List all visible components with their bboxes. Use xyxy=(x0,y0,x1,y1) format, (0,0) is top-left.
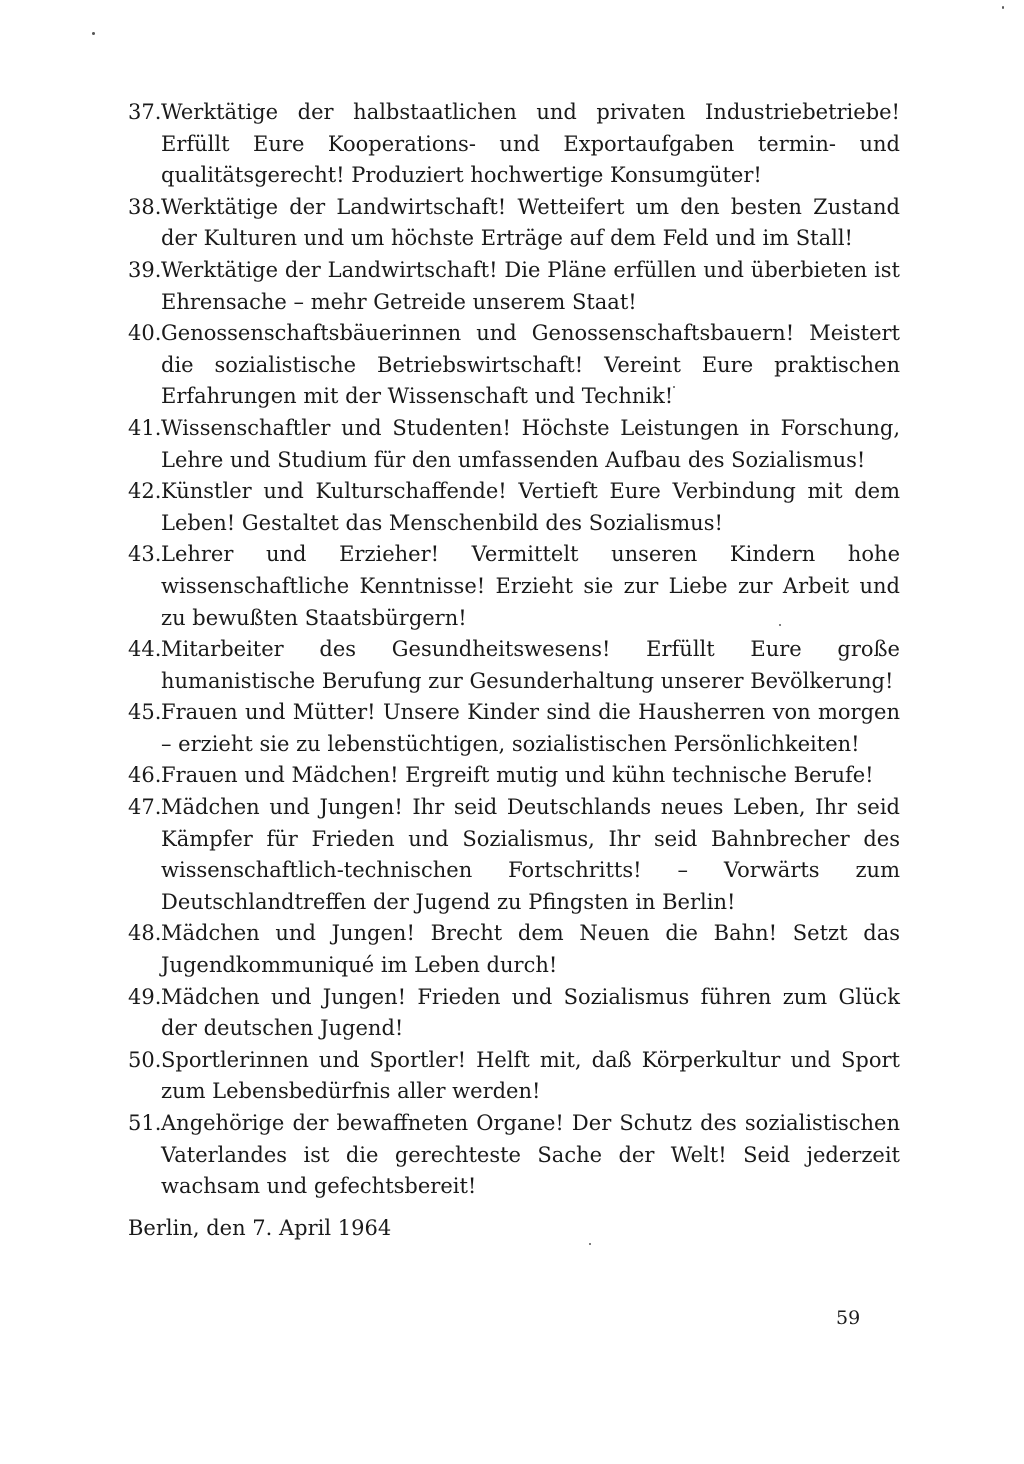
item-number: 50. xyxy=(128,1047,162,1072)
item-number: 39. xyxy=(128,257,162,282)
list-item xyxy=(128,1045,900,1108)
item-number: 47. xyxy=(128,795,162,820)
item-text: Mitarbeiter des Gesundheitswesens! Erfüllt Eure große humanistische Berufung zur Gesunderhaltung unserer Bevölkerung! xyxy=(161,637,900,693)
list-item xyxy=(128,697,900,760)
item-number: 51. xyxy=(128,1111,162,1135)
list-item xyxy=(128,792,900,918)
list-item xyxy=(128,192,900,255)
item-text: Sportlerinnen und Sportler! Helft mit, daß Körperkultur und Sport zum Lebensbedürfnis aller werden! xyxy=(161,1047,900,1104)
scan-speck xyxy=(1002,6,1004,9)
item-number: 46. xyxy=(128,763,162,788)
list-item xyxy=(128,918,900,981)
item-text: Werktätige der Landwirtschaft! Wetteifert um den besten Zustand der Kulturen und um höchste Erträge auf dem Feld und im Stall! xyxy=(161,194,900,251)
item-text: Frauen und Mädchen! Ergreift mutig und kühn technische Berufe! xyxy=(161,763,874,788)
list-item xyxy=(128,539,900,634)
item-text: Lehrer und Erzieher! Vermittelt unseren Kindern hohe wissenschaftliche Kenntnisse! Erzieht sie zur Liebe zur Arbeit und zu bewußten Staatsbürgern! xyxy=(161,542,900,630)
item-text: Werktätige der halbstaatlichen und privaten Industriebetriebe! Erfüllt Eure Kooperations- und Exportaufgaben termin- und qualitätsgerecht! Produziert hochwertige Konsumgüter! xyxy=(161,100,900,188)
item-text: Mädchen und Jungen! Frieden und Sozialismus führen zum Glück der deutschen Jugend! xyxy=(161,984,900,1041)
item-text: Angehörige der bewaffneten Organe! Der Schutz des sozialistischen Vaterlandes ist die gerechteste Sache der Welt! Seid jederzeit wachsam und gefechtsbereit! xyxy=(161,1111,900,1199)
list-item xyxy=(128,982,900,1045)
item-text: Wissenschaftler und Studenten! Höchste Leistungen in Forschung, Lehre und Studium für den umfassenden Aufbau des Sozialismus! xyxy=(161,415,900,472)
list-item xyxy=(128,318,900,413)
scan-speck xyxy=(92,32,95,35)
item-number: 37. xyxy=(128,100,162,124)
item-text: Mädchen und Jungen! Ihr seid Deutschlands neues Leben, Ihr seid Kämpfer für Frieden und Sozialismus, Ihr seid Bahnbrecher des wissenschaftlich-technischen Fortschritts! – Vorwärts zum Deutschlandtreffen der Jugend zu Pfingsten in Berlin! xyxy=(161,795,900,914)
item-text: Frauen und Mütter! Unsere Kinder sind die Hausherren von morgen – erzieht sie zu lebenstüchtigen, sozialistischen Persönlichkeiten! xyxy=(161,700,900,756)
list-item xyxy=(128,255,900,318)
item-number: 48. xyxy=(128,921,162,946)
list-item xyxy=(128,1108,900,1203)
list-item xyxy=(128,413,900,476)
page-number: 59 xyxy=(836,1307,861,1329)
item-number: 43. xyxy=(128,542,162,567)
item-text: Genossenschaftsbäuerinnen und Genossenschaftsbauern! Meistert die sozialistische Betriebswirtschaft! Vereint Eure praktischen Erfahrungen mit der Wissenschaft und Technik! xyxy=(161,321,900,409)
list-item xyxy=(128,760,900,792)
scan-speck xyxy=(589,1243,591,1245)
slogan-list xyxy=(128,97,900,1203)
list-item xyxy=(128,476,900,539)
item-text: Künstler und Kulturschaffende! Vertieft Eure Verbindung mit dem Leben! Gestaltet das Menschenbild des Sozialismus! xyxy=(161,479,900,535)
item-number: 38. xyxy=(128,194,162,219)
item-number: 45. xyxy=(128,700,162,725)
list-item xyxy=(128,97,900,192)
list-item xyxy=(128,634,900,697)
item-number: 42. xyxy=(128,479,162,504)
place-date-line: Berlin, den 7. April 1964 xyxy=(128,1216,392,1240)
item-text: Werktätige der Landwirtschaft! Die Pläne erfüllen und überbieten ist Ehrensache – mehr Getreide unserem Staat! xyxy=(161,257,900,314)
item-text: Mädchen und Jungen! Brecht dem Neuen die Bahn! Setzt das Jugendkommuniqué im Leben durch! xyxy=(161,921,900,978)
item-number: 44. xyxy=(128,637,162,662)
item-number: 41. xyxy=(128,415,162,440)
item-number: 40. xyxy=(128,321,162,346)
item-number: 49. xyxy=(128,984,162,1009)
